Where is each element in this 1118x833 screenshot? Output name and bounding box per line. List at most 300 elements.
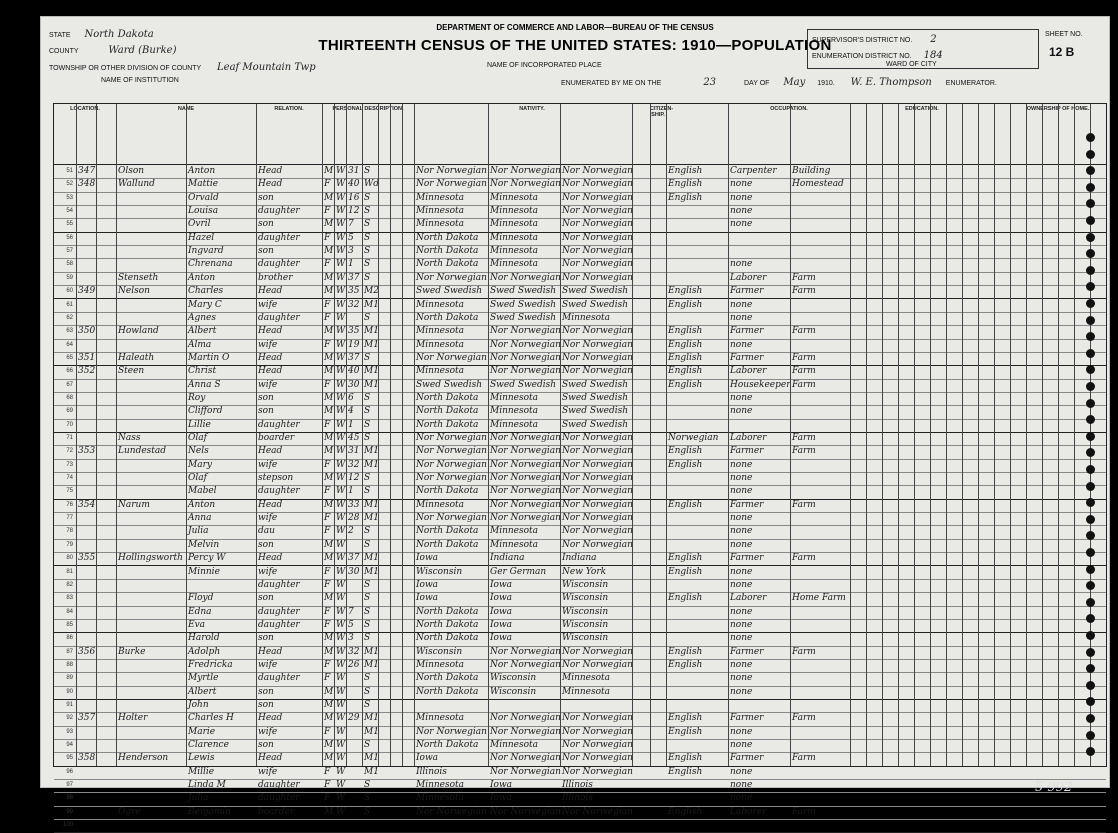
cell-trade: none xyxy=(730,339,753,350)
cell-dwelling xyxy=(78,485,95,498)
cell-line: 79 xyxy=(66,541,73,548)
cell-language: English xyxy=(668,806,703,817)
cell-race: W xyxy=(336,392,346,403)
cell-surname xyxy=(118,792,185,805)
cell-surname xyxy=(118,686,185,699)
cell-surname: Narum xyxy=(118,499,150,510)
cell-age: 5 xyxy=(348,232,354,243)
cell-father: Ger German xyxy=(490,566,547,577)
cell-family xyxy=(98,766,115,779)
cell-father: Minnesota xyxy=(490,232,539,243)
cell-given: Hazel xyxy=(188,232,215,243)
cell-age: 30 xyxy=(348,566,360,577)
cell-father: Minnesota xyxy=(490,419,539,430)
column-divider xyxy=(850,104,851,766)
cell-relation: son xyxy=(258,700,274,710)
cell-relation: Head xyxy=(258,166,283,176)
cell-surname: Holter xyxy=(118,713,148,724)
table-row xyxy=(54,218,1106,232)
cell-language xyxy=(668,792,727,805)
punch-hole xyxy=(1086,482,1095,491)
cell-mother: Illinois xyxy=(562,780,593,791)
cell-birthplace: North Dakota xyxy=(416,633,479,644)
cell-line: 52 xyxy=(66,181,73,188)
cell-birthplace: North Dakota xyxy=(416,686,479,697)
enumeration-label: ENUMERATION DISTRICT NO. xyxy=(812,53,912,60)
table-row xyxy=(54,592,1106,606)
punch-hole xyxy=(1086,648,1095,657)
cell-family xyxy=(98,352,115,365)
cell-line: 59 xyxy=(66,274,73,281)
cell-industry xyxy=(792,699,849,712)
cell-trade: none xyxy=(730,673,753,684)
cell-language: English xyxy=(668,753,703,764)
cell-birthplace: Nor Norwegian xyxy=(416,513,487,524)
cell-given: Louisa xyxy=(188,206,219,217)
cell-birthplace: Iowa xyxy=(416,753,439,764)
cell-surname xyxy=(118,312,185,325)
cell-birthplace: Minnesota xyxy=(416,793,465,804)
cell-dwelling xyxy=(78,512,95,525)
column-divider xyxy=(666,104,667,766)
cell-father: Iowa xyxy=(490,633,513,644)
cell-line: 69 xyxy=(66,408,73,415)
cell-marital: M1 xyxy=(364,459,379,470)
cell-marital: S xyxy=(364,593,371,604)
column-divider xyxy=(96,104,97,766)
cell-family xyxy=(98,192,115,205)
cell-industry: Farm xyxy=(792,379,816,390)
cell-line: 56 xyxy=(66,234,73,241)
table-row xyxy=(54,192,1106,206)
cell-surname xyxy=(118,485,185,498)
cell-language xyxy=(668,699,727,712)
cell-sex: M xyxy=(324,700,334,710)
cell-surname xyxy=(118,525,185,538)
cell-surname xyxy=(118,512,185,525)
cell-race: W xyxy=(336,713,346,724)
cell-line: 98 xyxy=(66,795,73,802)
cell-dwelling: 356 xyxy=(78,646,96,657)
cell-line: 54 xyxy=(66,208,73,215)
cell-relation: Head xyxy=(258,753,283,764)
cell-given: Benjamin xyxy=(188,806,232,817)
table-row xyxy=(54,419,1106,433)
cell-surname: Nass xyxy=(118,433,141,443)
cell-dwelling xyxy=(78,806,95,819)
column-divider xyxy=(650,104,651,766)
cell-language xyxy=(668,205,727,218)
cell-age xyxy=(348,686,361,699)
cell-age: 31 xyxy=(348,166,360,176)
cell-industry xyxy=(792,192,849,205)
cell-family xyxy=(98,592,115,605)
cell-mother: Swed Swedish xyxy=(562,419,629,430)
cell-trade: Laborer xyxy=(730,272,767,283)
table-row xyxy=(54,445,1106,459)
cell-race: W xyxy=(336,473,346,484)
cell-family xyxy=(98,512,115,525)
cell-birthplace: Minnesota xyxy=(416,192,465,203)
cell-language xyxy=(668,258,727,271)
cell-age: 35 xyxy=(348,286,360,297)
cell-birthplace: North Dakota xyxy=(416,419,479,430)
cell-industry: Building xyxy=(792,166,831,176)
table-row xyxy=(54,779,1106,793)
cell-line: 57 xyxy=(66,248,73,255)
cell-father: Swed Swedish xyxy=(490,379,557,390)
cell-surname: Burke xyxy=(118,646,146,657)
cell-mother: Nor Norwegian xyxy=(562,192,633,203)
enumerated-day: 23 xyxy=(703,77,717,88)
punch-hole xyxy=(1086,631,1095,640)
cell-mother: Wisconsin xyxy=(562,606,609,617)
cell-given: Julia xyxy=(188,526,209,537)
cell-marital: S xyxy=(364,433,371,443)
cell-race: W xyxy=(336,806,346,817)
cell-trade: none xyxy=(730,633,753,644)
cell-relation: wife xyxy=(258,379,278,390)
cell-surname: Ogre xyxy=(118,806,141,817)
cell-family xyxy=(98,379,115,392)
cell-relation: daughter xyxy=(258,606,300,617)
cell-marital: S xyxy=(364,166,371,176)
cell-given: Martin O xyxy=(188,352,230,363)
cell-language: English xyxy=(668,499,703,510)
cell-surname xyxy=(118,232,185,245)
cell-race: W xyxy=(336,499,346,510)
cell-age: 33 xyxy=(348,499,360,510)
cell-race: W xyxy=(336,740,346,751)
cell-sex: M xyxy=(324,646,334,657)
cell-dwelling xyxy=(78,592,95,605)
cell-given: Mary xyxy=(188,459,212,470)
cell-family xyxy=(98,285,115,298)
cell-mother: Nor Norwegian xyxy=(562,232,633,243)
cell-marital: Wd xyxy=(364,179,380,190)
cell-marital: S xyxy=(364,406,371,417)
punch-hole xyxy=(1086,183,1095,192)
cell-industry xyxy=(792,405,849,418)
cell-dwelling xyxy=(78,726,95,739)
cell-trade: none xyxy=(730,513,753,524)
cell-father: Swed Swedish xyxy=(490,286,557,297)
supervisor-line xyxy=(812,34,937,45)
cell-language xyxy=(668,779,727,792)
cell-mother: Nor Norwegian xyxy=(562,179,633,190)
cell-surname xyxy=(118,699,185,712)
column-divider xyxy=(930,104,931,766)
cell-mother: Wisconsin xyxy=(562,579,609,590)
cell-dwelling xyxy=(78,539,95,552)
cell-relation: daughter xyxy=(258,232,300,243)
cell-trade: none xyxy=(730,606,753,617)
cell-language xyxy=(668,485,727,498)
cell-dwelling: 358 xyxy=(78,753,96,764)
cell-age xyxy=(348,739,361,752)
institution-label: NAME OF INSTITUTION xyxy=(101,77,179,84)
state-line xyxy=(49,29,154,40)
cell-relation: brother xyxy=(258,272,293,283)
cell-race: W xyxy=(336,312,346,323)
cell-dwelling xyxy=(78,819,95,832)
column-group-heading: EDUCATION. xyxy=(905,106,939,112)
cell-given: Anton xyxy=(188,272,216,283)
cell-given: Orvald xyxy=(188,192,219,203)
column-group-heading: LOCATION. xyxy=(70,106,100,112)
cell-line: 93 xyxy=(66,728,73,735)
cell-relation: Head xyxy=(258,553,283,564)
cell-dwelling xyxy=(78,566,95,579)
cell-age: 40 xyxy=(348,179,360,190)
cell-industry xyxy=(792,539,849,552)
cell-sex: F xyxy=(324,766,331,777)
cell-father: Iowa xyxy=(490,593,513,604)
cell-mother: Nor Norwegian xyxy=(562,352,633,363)
cell-birthplace: North Dakota xyxy=(416,619,479,630)
cell-marital: S xyxy=(364,206,371,217)
cell-marital: M1 xyxy=(364,513,379,524)
cell-trade: Laborer xyxy=(730,806,767,817)
cell-birthplace: Minnesota xyxy=(416,366,465,377)
table-row xyxy=(54,472,1106,486)
cell-father: Swed Swedish xyxy=(490,312,557,323)
cell-relation: Head xyxy=(258,446,283,457)
cell-family xyxy=(98,405,115,418)
table-row xyxy=(54,325,1106,339)
cell-language: English xyxy=(668,726,703,737)
cell-father: Nor Norwegian xyxy=(490,659,561,670)
cell-line: 66 xyxy=(66,368,73,375)
cell-marital: S xyxy=(364,486,371,497)
cell-marital: S xyxy=(364,352,371,363)
cell-sex: F xyxy=(324,179,331,190)
cell-marital: M2 xyxy=(364,286,379,297)
cell-mother: Swed Swedish xyxy=(562,286,629,297)
column-group-heading: OWNERSHIP OF HOME. xyxy=(1026,106,1090,112)
cell-age: 30 xyxy=(348,379,360,390)
cell-trade: Farmer xyxy=(730,753,764,764)
column-group-heading: NAME xyxy=(177,106,195,112)
cell-language: English xyxy=(668,192,703,203)
cell-birthplace: North Dakota xyxy=(416,246,479,257)
cell-marital: S xyxy=(364,473,371,484)
column-header xyxy=(54,104,1106,165)
cell-industry xyxy=(792,672,849,685)
cell-industry xyxy=(792,659,849,672)
cell-industry xyxy=(792,619,849,632)
cell-age: 37 xyxy=(348,352,360,363)
cell-father: Minnesota xyxy=(490,219,539,230)
punch-hole xyxy=(1086,382,1095,391)
cell-sex: F xyxy=(324,379,331,390)
cell-birthplace: North Dakota xyxy=(416,486,479,497)
column-divider xyxy=(1026,104,1027,766)
table-row xyxy=(54,245,1106,259)
cell-language xyxy=(668,632,727,645)
cell-birthplace: Wisconsin xyxy=(416,566,463,577)
cell-birthplace: North Dakota xyxy=(416,406,479,417)
cell-language xyxy=(668,525,727,538)
cell-race: W xyxy=(336,272,346,283)
cell-sex: M xyxy=(324,740,334,751)
cell-birthplace: North Dakota xyxy=(416,606,479,617)
table-row xyxy=(54,766,1106,780)
cell-relation: wife xyxy=(258,459,278,470)
cell-line: 70 xyxy=(66,421,73,428)
cell-given: Mattie xyxy=(188,179,219,190)
cell-race: W xyxy=(336,606,346,617)
cell-language: English xyxy=(668,286,703,297)
cell-sex: F xyxy=(324,259,331,270)
cell-given: Myrtle xyxy=(188,673,219,684)
cell-age: 32 xyxy=(348,459,360,470)
cell-father: Iowa xyxy=(490,619,513,630)
cell-language: English xyxy=(668,166,703,176)
incorporated-line xyxy=(487,62,602,69)
cell-relation: daughter xyxy=(258,780,300,791)
cell-sex: F xyxy=(324,673,331,684)
cell-line: 80 xyxy=(66,555,73,562)
cell-marital: S xyxy=(364,259,371,270)
cell-birthplace: Iowa xyxy=(416,593,439,604)
cell-age xyxy=(348,792,361,805)
cell-sex: M xyxy=(324,326,334,337)
cell-surname xyxy=(118,258,185,271)
cell-father: Minnesota xyxy=(490,539,539,550)
cell-mother: Nor Norwegian xyxy=(562,806,633,817)
cell-trade: none xyxy=(730,312,753,323)
cell-surname: Wallund xyxy=(118,179,155,190)
cell-given: Albert xyxy=(188,686,217,697)
cell-sex: M xyxy=(324,352,334,363)
cell-marital: M1 xyxy=(364,499,379,510)
table-row xyxy=(54,739,1106,753)
table-row xyxy=(54,352,1106,366)
cell-line: 81 xyxy=(66,568,73,575)
cell-line: 99 xyxy=(66,808,73,815)
table-row xyxy=(54,512,1106,526)
cell-age: 35 xyxy=(348,326,360,337)
cell-trade: none xyxy=(730,659,753,670)
cell-language xyxy=(668,405,727,418)
cell-race: W xyxy=(336,566,346,577)
punch-hole xyxy=(1086,714,1095,723)
cell-language: Norwegian xyxy=(668,433,719,443)
cell-age xyxy=(348,806,361,819)
cell-marital: S xyxy=(364,806,371,817)
cell-relation: Head xyxy=(258,179,283,190)
cell-given: Anna S xyxy=(188,379,221,390)
cell-sex: F xyxy=(324,619,331,630)
cell-given: Chrenana xyxy=(188,259,233,270)
cell-family xyxy=(98,459,115,472)
cell-line: 61 xyxy=(66,301,73,308)
cell-mother: Nor Norwegian xyxy=(562,486,633,497)
cell-age: 16 xyxy=(348,192,360,203)
cell-father: Nor Norwegian xyxy=(490,806,561,817)
cell-birthplace: Minnesota xyxy=(416,206,465,217)
cell-line: 88 xyxy=(66,661,73,668)
cell-surname xyxy=(118,579,185,592)
cell-trade: none xyxy=(730,486,753,497)
cell-age: 1 xyxy=(348,419,354,430)
cell-dwelling xyxy=(78,272,95,285)
cell-marital: S xyxy=(364,579,371,590)
cell-language: English xyxy=(668,459,703,470)
cell-language xyxy=(668,392,727,405)
cell-race: W xyxy=(336,753,346,764)
cell-dwelling xyxy=(78,699,95,712)
cell-industry: Farm xyxy=(792,646,816,657)
cell-sex: F xyxy=(324,513,331,524)
cell-sex: F xyxy=(324,659,331,670)
cell-sex: M xyxy=(324,366,334,377)
cell-language xyxy=(668,579,727,592)
cell-race: W xyxy=(336,726,346,737)
cell-line: 84 xyxy=(66,608,73,615)
cell-sex: F xyxy=(324,566,331,577)
column-divider xyxy=(1010,104,1011,766)
cell-race: W xyxy=(336,659,346,670)
supervisor-value: 2 xyxy=(930,34,937,45)
cell-marital: S xyxy=(364,700,371,710)
cell-language: English xyxy=(668,326,703,337)
cell-age xyxy=(348,779,361,792)
cell-age: 28 xyxy=(348,513,360,524)
cell-sex: F xyxy=(324,486,331,497)
cell-sex: M xyxy=(324,286,334,297)
cell-given: Charles H xyxy=(188,713,234,724)
cell-marital: S xyxy=(364,232,371,243)
cell-marital: S xyxy=(364,539,371,550)
cell-line: 86 xyxy=(66,635,73,642)
table-row xyxy=(54,712,1106,726)
cell-dwelling: 349 xyxy=(78,286,96,297)
cell-sex: F xyxy=(324,419,331,430)
cell-industry xyxy=(792,766,849,779)
cell-family xyxy=(98,525,115,538)
cell-language xyxy=(668,232,727,245)
cell-relation: daughter xyxy=(258,419,300,430)
cell-age: 37 xyxy=(348,272,360,283)
cell-marital: S xyxy=(364,246,371,257)
cell-dwelling xyxy=(78,432,95,445)
cell-trade: none xyxy=(730,686,753,697)
cell-race xyxy=(336,819,345,832)
cell-race: W xyxy=(336,539,346,550)
cell-marital: S xyxy=(364,312,371,323)
cell-family xyxy=(98,619,115,632)
cell-mother: Nor Norwegian xyxy=(562,459,633,470)
cell-trade: none xyxy=(730,766,753,777)
cell-sex: M xyxy=(324,686,334,697)
cell-age xyxy=(348,312,361,325)
cell-relation: stepson xyxy=(258,473,294,484)
cell-mother xyxy=(562,819,631,832)
cell-race: W xyxy=(336,433,346,443)
cell-relation: wife xyxy=(258,566,278,577)
cell-marital: M1 xyxy=(364,766,379,777)
cell-mother xyxy=(562,699,631,712)
cell-family xyxy=(98,672,115,685)
cell-industry: Farm xyxy=(792,286,816,297)
cell-dwelling: 347 xyxy=(78,166,96,176)
cell-trade: none xyxy=(730,392,753,403)
cell-father: Nor Norwegian xyxy=(490,272,561,283)
punch-hole xyxy=(1086,349,1095,358)
cell-surname xyxy=(118,606,185,619)
